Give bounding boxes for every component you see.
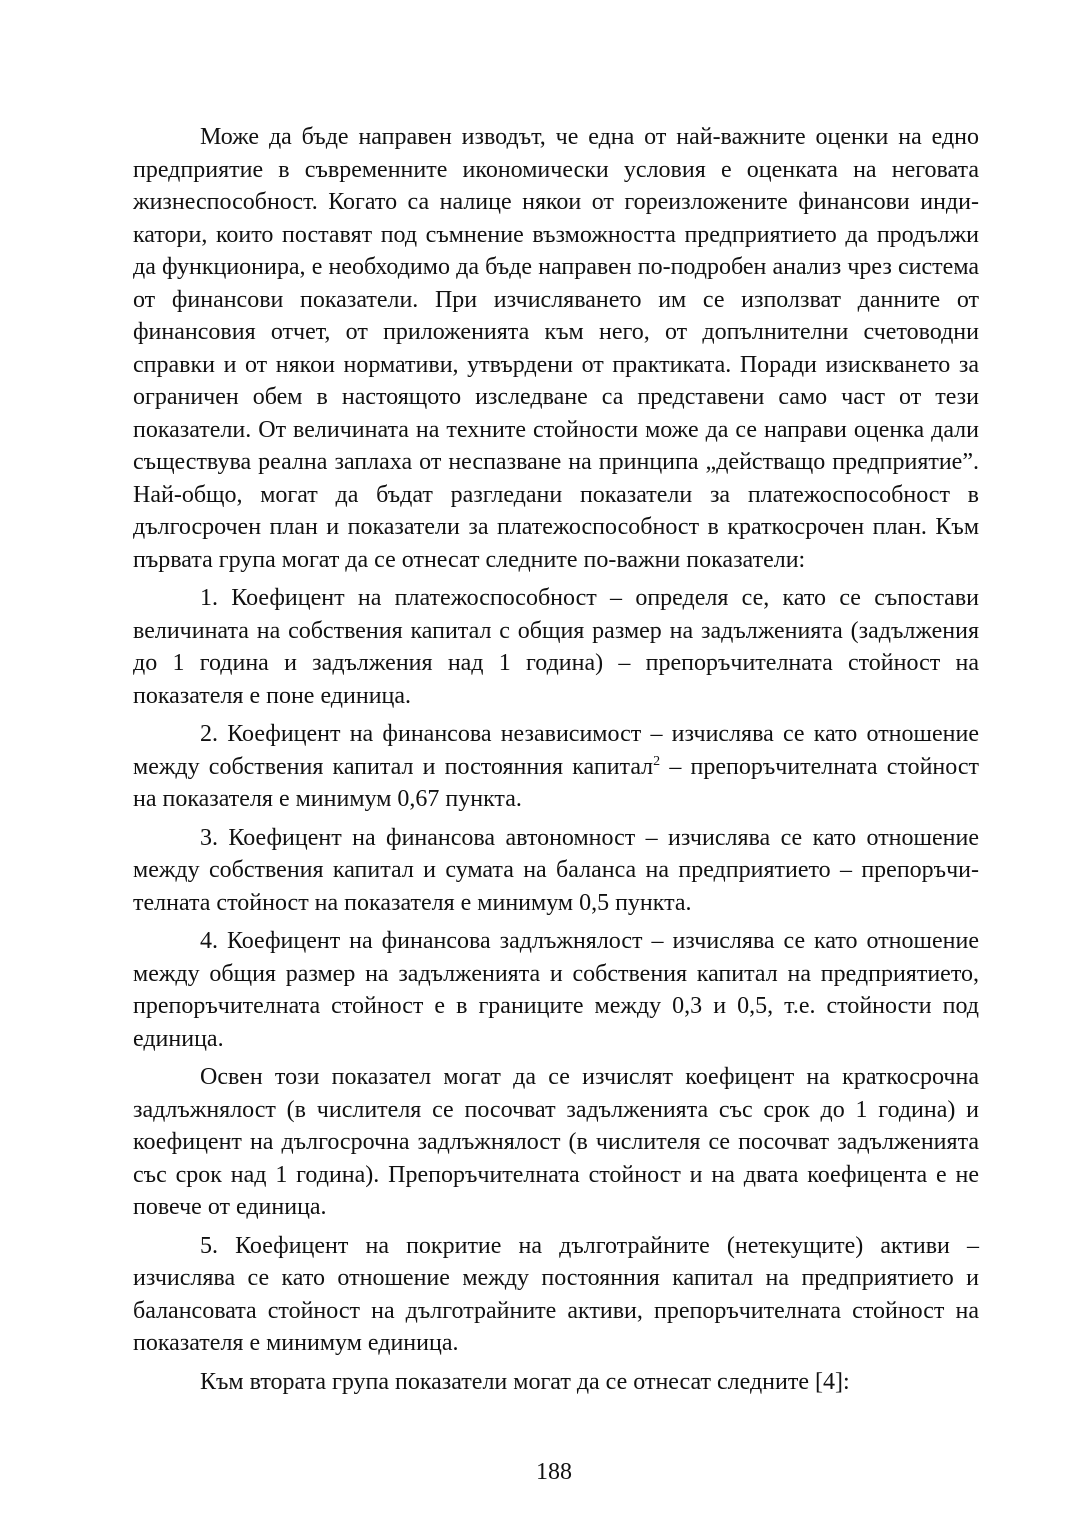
paragraph-item-2-text: 2. Коефицент на финансова независимост – изчислява се като отношение между собствения капитал и постоянния капитал xyxy=(133,721,979,780)
paragraph-item-5: 5. Коефицент на покритие на дълготрайните (нетекущите) активи – изчислява се като отношение между постоянния капитал на предприятието и балансовата стойност на дълготрайните активи, препоръчителната стойност на показателя е минимум единица. xyxy=(133,1232,979,1356)
paragraph-item-1: 1. Коефицент на платежоспособност – определя се, като се съпостави величината на собствения капитал с общия размер на задълженията (задължения до 1 година и задължения над 1 година) – препоръчителната стойност на показателя е поне единица. xyxy=(133,585,979,709)
paragraph-second-group: Към втората група показатели могат да се отнесат следните [4]: xyxy=(200,1368,850,1395)
footnote-marker: 2 xyxy=(653,753,661,769)
paragraph-additional-ratios: Освен този показател могат да се изчислят коефицент на краткосрочна задлъжнялост (в числителя се посочват задълженията със срок до 1 година) и коефицент на дългосрочна задлъжнялост (в числителя се посочват задълженията със срок над 1 година). Препоръчителната стойност и на двата коефицента е не повече от единица. xyxy=(133,1064,979,1220)
paragraph-item-3: 3. Коефицент на финансова автономност – изчислява се като отношение между собствения капитал и сумата на баланса на предприятието – препоръчителната стойност на показателя е минимум 0,5 пункта. xyxy=(133,824,979,916)
paragraph-item-2-rest: – препоръчителната стойност на показателя е минимум 0,67 пункта. xyxy=(133,753,979,812)
paragraph-item-2 xyxy=(133,718,979,816)
paragraph-item-4: 4. Коефицент на финансова задлъжнялост – изчислява се като отношение между общия размер на задълженията и собствения капитал на предприятието, препоръчителната стойност е в границите между 0,3 и 0,5, т.е. стойности под единица. xyxy=(133,928,979,1052)
page-number: 188 xyxy=(536,1459,572,1485)
paragraph-intro: Може да бъде направен изводът, че една от най-важните оценки на едно предприятие в съвременните икономически условия е оценката на неговата жизнеспособност. Когато са налице някои от гореизложените финансови индикатори, които поставят под съмнение възможността предприятието да продължи да функционира, е необходимо да бъде направен по-подробен анализ чрез система от финансови показатели. При изчисляването им се използват данните от финансовия отчет, от приложенията към него, от допълнителни счетоводни справки и от някои нормативи, утвърдени от практиката. Поради изискването за ограничен обем в настоящото изследване са представени само част от тези показатели. От величината на техните стойности може да се направи оценка дали съществува реална заплаха от неспазване на принципа „действащо предприятие”. Най-общо, могат да бъдат разгледани показатели за платежоспособност в дългосрочен план и показатели за платежоспособност в краткосрочен план. Към първата група могат да се отнесат следните по-важни показатели: xyxy=(133,124,979,573)
document-body xyxy=(133,121,979,1398)
